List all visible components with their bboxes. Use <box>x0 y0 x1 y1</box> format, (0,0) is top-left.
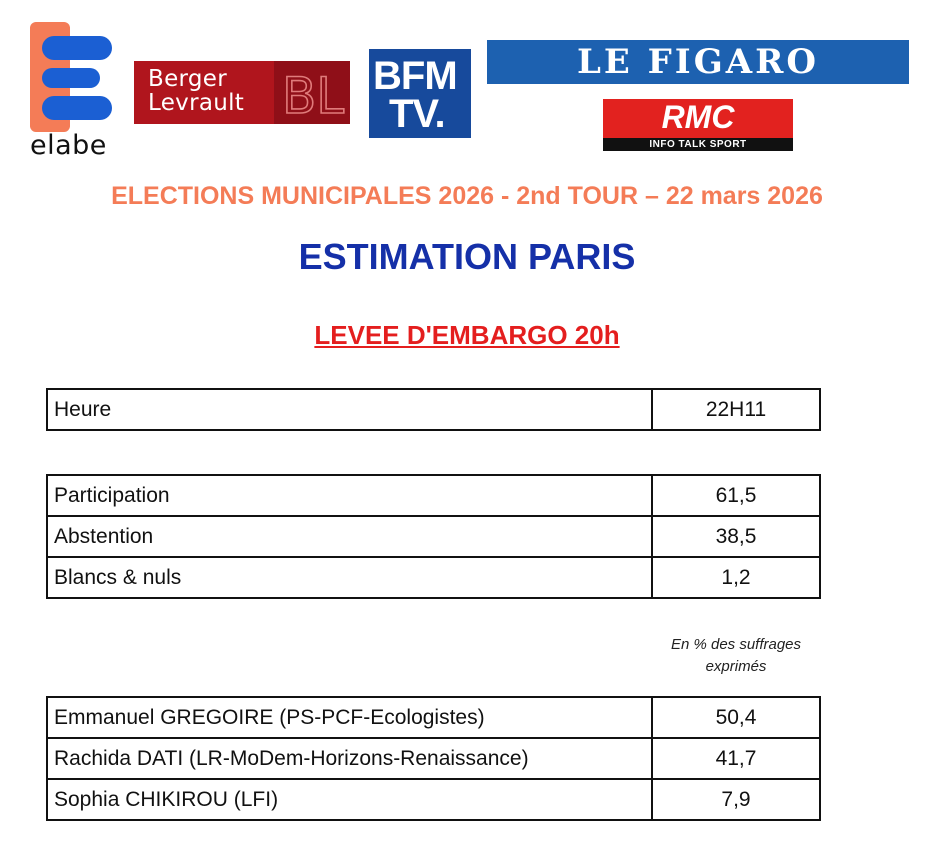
time-label: Heure <box>47 389 652 430</box>
table-row <box>47 516 820 557</box>
blank-null-label: Blancs & nuls <box>47 557 652 598</box>
candidate-name: Rachida DATI (LR-MoDem-Horizons-Renaissance) <box>47 738 652 779</box>
blank-null-value: 1,2 <box>652 557 820 598</box>
results-table <box>46 696 821 821</box>
percentage-note-line-2: exprimés <box>705 658 767 675</box>
turnout-table <box>46 474 821 599</box>
bfmtv-logo-line-2: TV. <box>389 92 445 136</box>
rmc-logo-text: RMC <box>661 99 735 135</box>
percentage-note <box>652 634 820 678</box>
elabe-logo-bar-top <box>42 36 112 60</box>
candidate-score: 50,4 <box>652 697 820 738</box>
candidate-score: 7,9 <box>652 779 820 820</box>
abstention-label: Abstention <box>47 516 652 557</box>
participation-value: 61,5 <box>652 475 820 516</box>
table-row <box>47 779 820 820</box>
percentage-note-line-1: En % des suffrages <box>670 636 802 653</box>
candidate-name: Sophia CHIKIROU (LFI) <box>47 779 652 820</box>
bfmtv-logo-line-1: BFM <box>373 54 457 98</box>
time-table <box>46 388 821 431</box>
le-figaro-logo-text: LE FIGARO <box>577 42 819 82</box>
abstention-value: 38,5 <box>652 516 820 557</box>
elabe-logo-bar-middle <box>42 68 100 88</box>
candidate-name: Emmanuel GREGOIRE (PS-PCF-Ecologistes) <box>47 697 652 738</box>
table-row <box>47 738 820 779</box>
candidate-score: 41,7 <box>652 738 820 779</box>
elabe-wordmark: elabe <box>30 130 107 161</box>
time-value: 22H11 <box>652 389 820 430</box>
berger-levrault-line-2: Levrault <box>148 90 245 116</box>
participation-label: Participation <box>47 475 652 516</box>
table-row <box>47 475 820 516</box>
embargo-title: LEVEE D'EMBARGO 20h <box>314 320 620 350</box>
elabe-logo-bar-bottom <box>42 96 112 120</box>
estimate-title: ESTIMATION PARIS <box>298 236 636 277</box>
table-row <box>47 389 820 430</box>
table-row <box>47 557 820 598</box>
berger-levrault-bl-mark: BL <box>282 67 345 124</box>
berger-levrault-line-1: Berger <box>148 66 227 92</box>
election-title: ELECTIONS MUNICIPALES 2026 - 2nd TOUR – 22 mars 2026 <box>111 182 823 210</box>
table-row <box>47 697 820 738</box>
rmc-logo-tagline: INFO TALK SPORT <box>649 139 747 150</box>
